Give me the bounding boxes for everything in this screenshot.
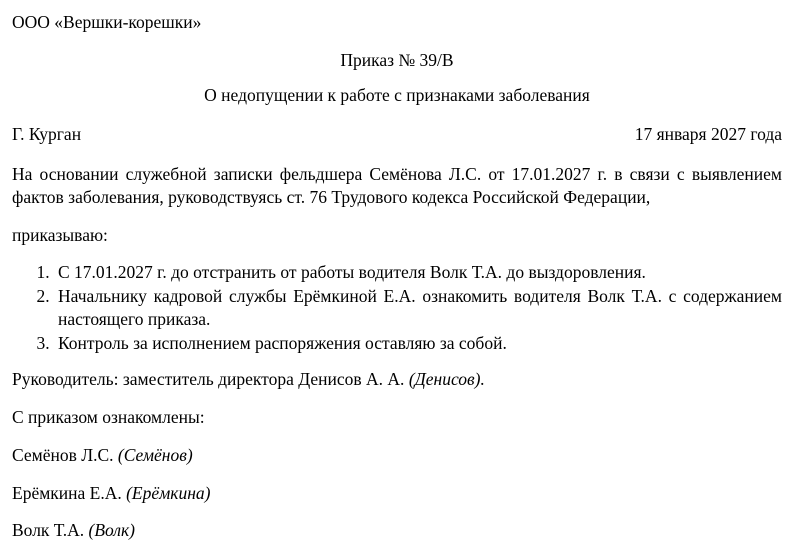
document-subtitle: О недопущении к работе с признаками заболевания: [204, 84, 590, 105]
acknowledger-row: [12, 483, 782, 505]
place-and-date-row: [12, 124, 782, 146]
list-item: 2. Начальнику кадровой службы Ерёмкиной Е.А. ознакомить водителя Волк Т.А. с содержанием настоящего приказа.: [54, 285, 782, 331]
order-keyword: приказываю:: [12, 224, 108, 245]
order-items-list: [12, 261, 782, 355]
acknowledger-name: Волк Т.А.: [12, 520, 89, 541]
organization-name: ООО «Вершки-корешки»: [12, 12, 202, 32]
acknowledger-signature: (Ерёмкина): [126, 482, 211, 503]
list-item: 3. Контроль за исполнением распоряжения оставляю за собой.: [54, 332, 782, 355]
acknowledger-row: [12, 520, 782, 542]
date-label: 17 января 2027 года: [634, 123, 782, 144]
list-item: 1. С 17.01.2027 г. до отстранить от работы водителя Волк Т.А. до выздоровления.: [54, 261, 782, 284]
place-label: Г. Курган: [12, 123, 82, 144]
acknowledger-signature: (Волк): [88, 520, 135, 541]
preamble-paragraph: На основании служебной записки фельдшера Семёнова Л.С. от 17.01.2027 г. в связи с выявлением фактов заболевания, руководствуясь ст. 76 Трудового кодекса Российской Федерации,: [12, 163, 782, 207]
acknowledger-name: Ерёмкина Е.А.: [12, 482, 127, 503]
acknowledger-signature: (Семёнов): [117, 444, 193, 465]
acknowledgement-heading: С приказом ознакомлены:: [12, 406, 205, 427]
signer-text: Руководитель: заместитель директора Денисов А. А.: [12, 368, 409, 389]
acknowledger-name: Семёнов Л.С.: [12, 444, 118, 465]
signer-signature: (Денисов).: [408, 368, 485, 389]
acknowledger-row: [12, 445, 782, 467]
document-title: Приказ № 39/В: [340, 49, 454, 70]
signer-line: [12, 369, 782, 391]
